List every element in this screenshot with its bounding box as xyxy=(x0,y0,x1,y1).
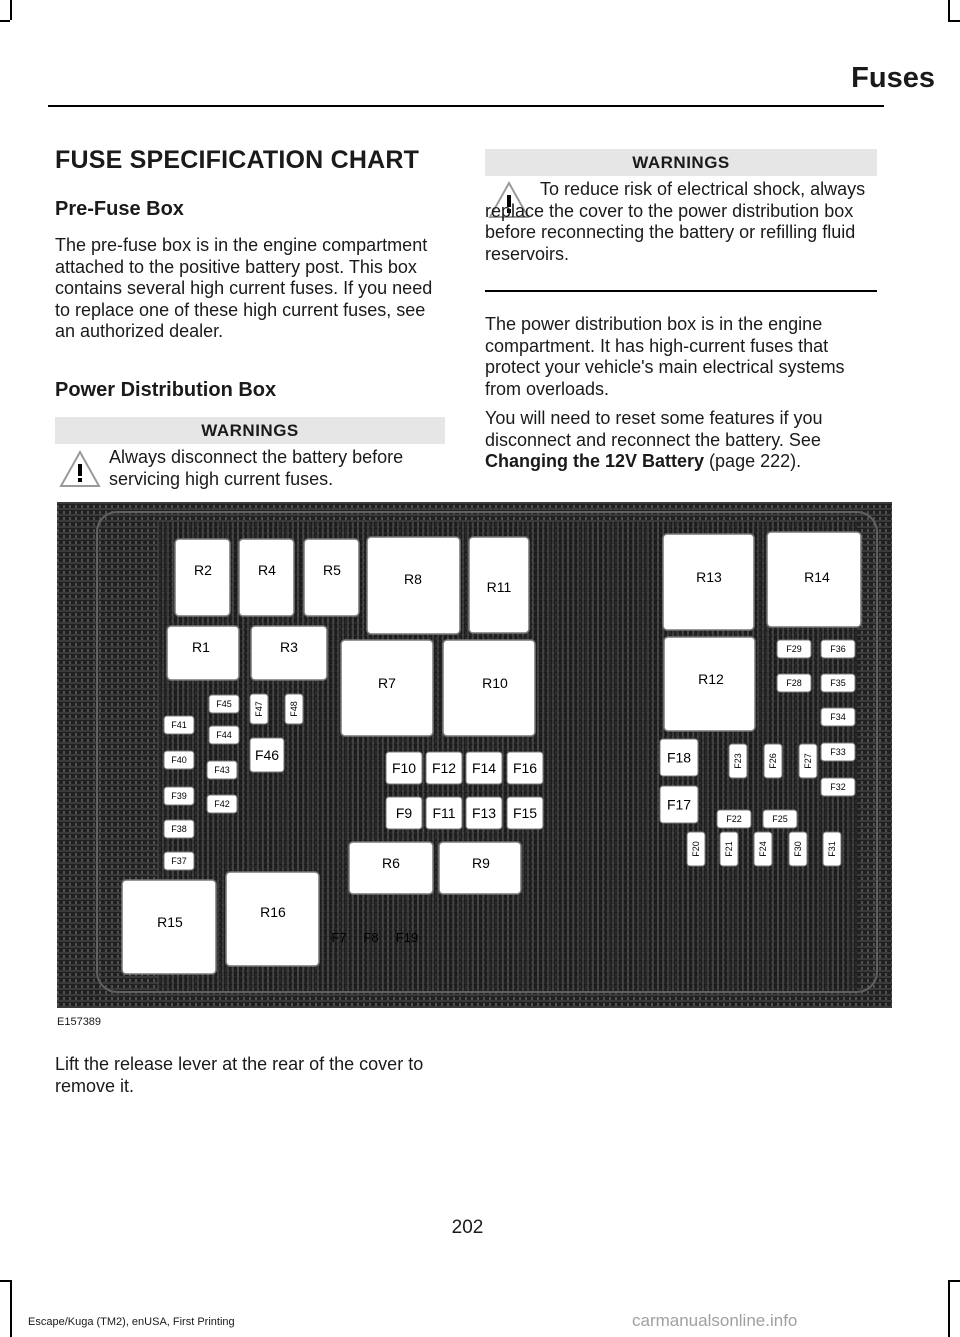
fuse-label: F23 xyxy=(733,753,744,769)
prefuse-paragraph: The pre-fuse box is in the engine compartment attached to the positive battery post. This box contains several high current fuses. If you need to replace one of these high current fuses, see an authorized dealer. xyxy=(55,235,433,341)
fuse-label: F16 xyxy=(512,759,538,776)
relay-label: R10 xyxy=(482,675,508,691)
fuse-label: F36 xyxy=(830,644,846,655)
relay-label: R5 xyxy=(323,562,341,578)
fuse-label: F22 xyxy=(726,814,742,825)
crop-mark xyxy=(948,0,950,20)
page-ref: (page 222). xyxy=(704,451,802,471)
relay-label: R15 xyxy=(157,914,183,930)
fuse-label: F46 xyxy=(254,746,280,763)
crop-mark xyxy=(948,1280,950,1337)
prefuse-heading: Pre-Fuse Box xyxy=(55,198,184,220)
relay-label: R1 xyxy=(192,639,210,655)
battery-link[interactable]: Changing the 12V Battery xyxy=(485,451,705,471)
fuse-label: F26 xyxy=(768,753,779,769)
fuse-label: F43 xyxy=(214,765,230,776)
fuse-label: F37 xyxy=(171,856,187,867)
fuse-label: F41 xyxy=(171,720,187,731)
warnings-bar-right: WARNINGS xyxy=(485,149,877,176)
fuse-label: F33 xyxy=(830,747,846,758)
fuse-label: F15 xyxy=(512,804,538,821)
page-header-title: Fuses xyxy=(851,62,935,94)
relay-label: R16 xyxy=(260,904,286,920)
fuse-label: F19 xyxy=(395,930,419,945)
warning-triangle-icon xyxy=(58,449,102,489)
pdb-heading: Power Distribution Box xyxy=(55,379,277,401)
relay-label: R13 xyxy=(696,569,722,585)
page-number: 202 xyxy=(451,1217,484,1238)
fuse-label: F17 xyxy=(666,796,692,813)
crop-mark xyxy=(10,0,12,20)
reset-text: You will need to reset some features if you disconnect and reconnect the battery. See xyxy=(485,408,823,450)
crop-mark xyxy=(0,1280,10,1282)
crop-mark xyxy=(0,20,10,22)
relay-label: R14 xyxy=(804,569,830,585)
crop-mark xyxy=(10,1280,12,1337)
fuse-label: F31 xyxy=(827,841,838,857)
fuse-label: F32 xyxy=(830,782,846,793)
fuse-label: F24 xyxy=(758,841,769,857)
watermark: carmanualsonline.info xyxy=(632,1311,798,1330)
fuse-label: F44 xyxy=(216,730,232,741)
fuse-label: F40 xyxy=(171,755,187,766)
section-title: FUSE SPECIFICATION CHART xyxy=(55,146,420,174)
relay-label: R8 xyxy=(404,571,422,587)
fuse-label: F13 xyxy=(471,804,497,821)
relay-label: R3 xyxy=(280,639,298,655)
fuse-label: F21 xyxy=(724,841,735,857)
fuse-label: F7 xyxy=(331,930,347,945)
cover-instruction: Lift the release lever at the rear of the cover to remove it. xyxy=(55,1054,424,1096)
pdb-paragraph: The power distribution box is in the engine compartment. It has high-current fuses that protect your vehicle's main electrical systems from overloads. xyxy=(485,314,845,399)
crop-mark xyxy=(948,1280,960,1282)
fuse-label: F35 xyxy=(830,678,846,689)
crop-mark xyxy=(948,20,960,22)
relay-label: R9 xyxy=(472,855,490,871)
fuse-label: F42 xyxy=(214,799,230,810)
warning-text-right: To reduce risk of electrical shock, always replace the cover to the power distribution box before reconnecting the battery or refilling fluid reservoirs. xyxy=(485,179,866,264)
warnings-bar-left: WARNINGS xyxy=(55,417,445,444)
warning-text-left: Always disconnect the battery before servicing high current fuses. xyxy=(109,447,404,489)
fuse-label: F28 xyxy=(786,678,802,689)
fuse-label: F20 xyxy=(691,841,702,857)
fuse-label: F29 xyxy=(786,644,802,655)
fuse-label: F34 xyxy=(830,712,846,723)
header-divider xyxy=(48,105,884,107)
relay-label: R7 xyxy=(378,675,396,691)
fuse-label: F10 xyxy=(391,759,417,776)
fuse-box-image xyxy=(57,502,892,1008)
fuse-label: F14 xyxy=(471,759,497,776)
fuse-label: F39 xyxy=(171,791,187,802)
document-code: Escape/Kuga (TM2), enUSA, First Printing xyxy=(28,1316,235,1328)
fuse-label: F12 xyxy=(431,759,457,776)
fuse-box-diagram xyxy=(57,502,892,1008)
relay-label: R4 xyxy=(258,562,276,578)
fuse-label: F25 xyxy=(772,814,788,825)
reset-paragraph xyxy=(485,408,880,473)
fuse-label: F45 xyxy=(216,699,232,710)
fuse-label: F38 xyxy=(171,824,187,835)
fuse-label: F47 xyxy=(254,701,265,717)
relay-label: R6 xyxy=(382,855,400,871)
relay-label: R2 xyxy=(194,562,212,578)
fuse-label: F8 xyxy=(363,930,379,945)
fuse-label: F30 xyxy=(793,841,804,857)
fuse-label: F18 xyxy=(666,749,692,766)
fuse-label: F27 xyxy=(803,753,814,769)
relay-label: R12 xyxy=(698,671,724,687)
relay-label: R11 xyxy=(486,579,512,595)
fuse-label: F9 xyxy=(395,804,413,821)
warning-divider xyxy=(485,290,877,292)
fuse-label: F11 xyxy=(432,804,456,821)
figure-id: E157389 xyxy=(57,1016,102,1028)
fuse-label: F48 xyxy=(289,701,300,717)
